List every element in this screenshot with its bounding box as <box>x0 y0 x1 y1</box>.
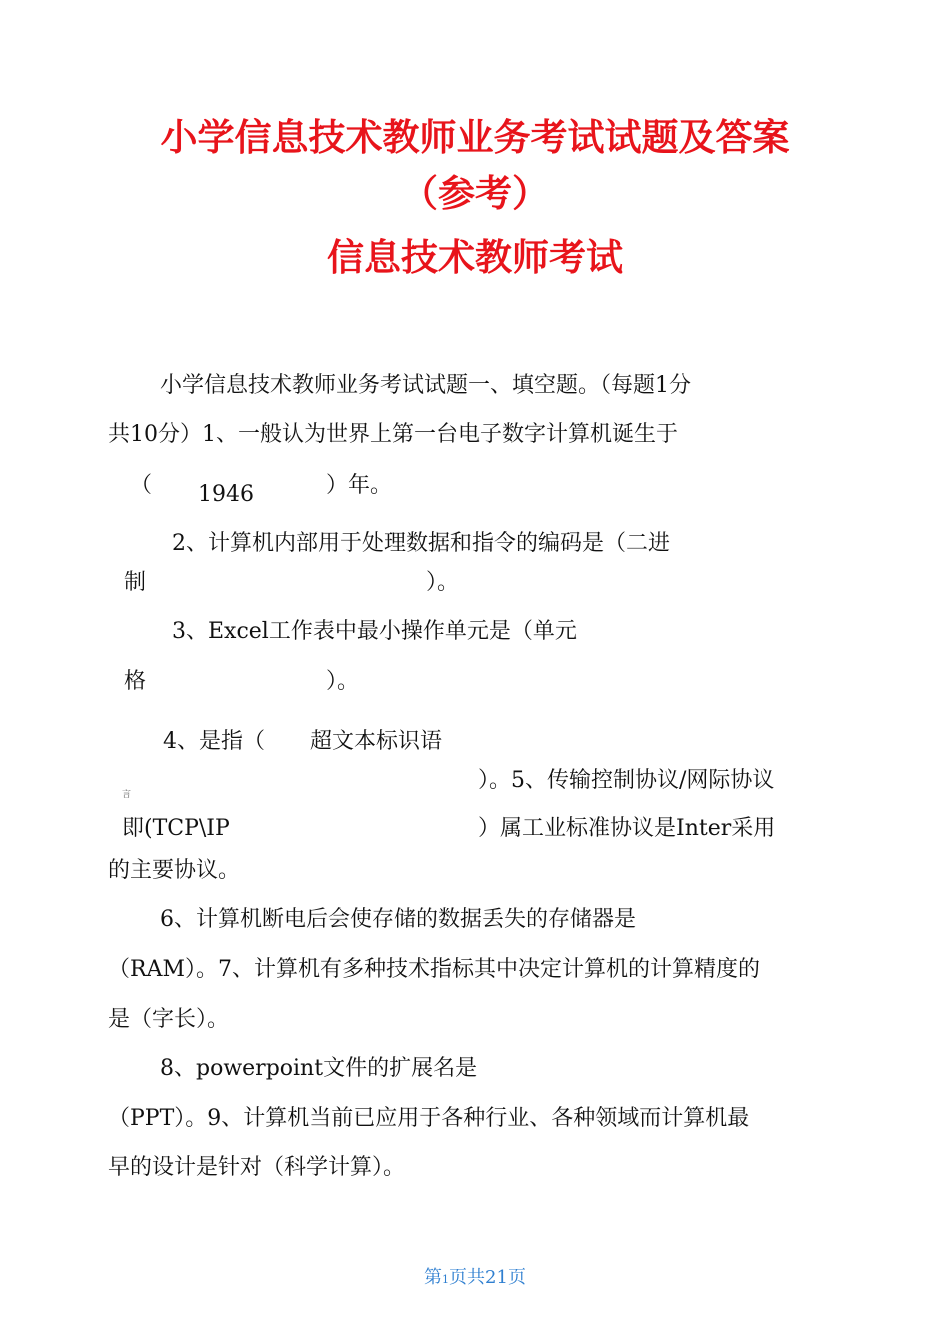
body-text: 4、是指（ <box>163 729 265 754</box>
small-text: 言 <box>122 790 132 800</box>
body-text: 制 <box>124 570 147 595</box>
document-subtitle: 信息技术教师考试 <box>327 236 623 279</box>
body-line: 的主要协议。 <box>108 858 241 883</box>
body-text: ）。 <box>326 669 360 694</box>
body-line: 早的设计是针对（科学计算）。 <box>108 1155 406 1180</box>
body-line: （PPT）。9、计算机当前已应用于各种行业、各种领域而计算机最 <box>108 1106 750 1131</box>
body-text: ）。 <box>426 570 460 595</box>
body-line: 3、Excel工作表中最小操作单元是（单元 <box>172 619 577 644</box>
body-line: （RAM）。7、计算机有多种技术指标其中决定计算机的计算精度的 <box>108 957 760 982</box>
body-text: ）属工业标准协议是Inter采用 <box>478 816 776 841</box>
document-title-line-1: 小学信息技术教师业务考试试题及答案 <box>160 116 790 159</box>
footer-prefix: 第 <box>424 1267 443 1288</box>
body-line: 8、powerpoint文件的扩展名是 <box>160 1056 478 1081</box>
body-text: 即(TCP\IP <box>122 816 230 841</box>
body-line: 是（字长）。 <box>108 1007 230 1032</box>
body-line: 2、计算机内部用于处理数据和指令的编码是（二进 <box>172 531 670 556</box>
page-number: 1 <box>442 1273 450 1286</box>
page-footer <box>0 1263 950 1289</box>
body-line: 6、计算机断电后会使存储的数据丢失的存储器是 <box>160 907 636 932</box>
answer-text: 1946 <box>198 482 254 507</box>
body-text: （ <box>130 473 153 498</box>
document-title-line-2: （参考） <box>401 172 549 215</box>
body-text: ）年。 <box>326 473 393 498</box>
body-line: ）。5、传输控制协议/网际协议 <box>478 768 775 793</box>
footer-total: 页共21页 <box>449 1267 526 1288</box>
body-text: 超文本标识语 <box>310 729 443 754</box>
body-line: 共10分）1、一般认为世界上第一台电子数字计算机诞生于 <box>108 422 678 447</box>
body-line: 小学信息技术教师业务考试试题一、填空题。（每题1分 <box>160 373 691 398</box>
body-text: 格 <box>124 669 147 694</box>
